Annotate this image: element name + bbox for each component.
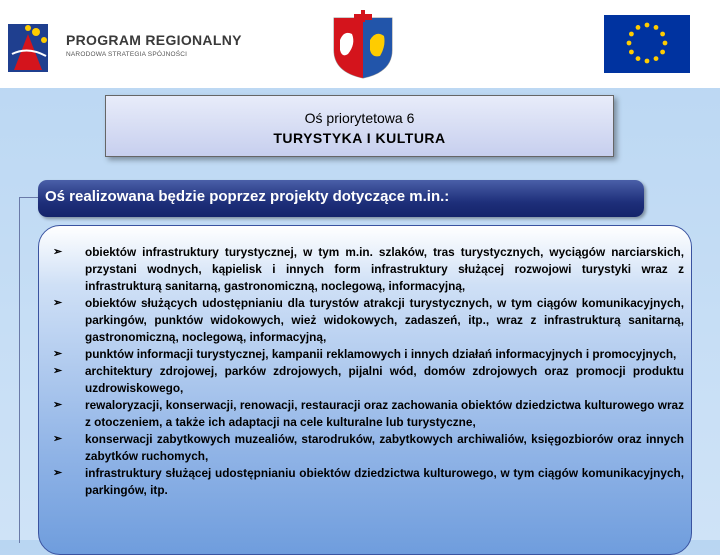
arrow-bullet-icon: ➢: [53, 246, 63, 258]
logo-bar: [0, 0, 720, 88]
list-item: ➢ punktów informacji turystycznej, kampanii reklamowych i innych działań informacyjnych i promocyjnych,: [53, 347, 677, 361]
project-list: [48, 244, 684, 499]
coat-of-arms-icon: [330, 10, 396, 80]
program-subtitle: NARODOWA STRATEGIA SPÓJNOŚCI: [66, 51, 188, 58]
list-item: ➢ obiektów służących udostępnianiu dla turystów atrakcji turystycznych, w tym ciągów komunikacyjnych, parkingów, punktów widokowych, wież widokowych, zadaszeń, itp., wraz z infrastrukturą sanitarną, gastronomiczną, noclegową, informacyjną,: [53, 296, 684, 344]
subtitle-text: Oś realizowana będzie poprzez projekty dotyczące m.in.:: [45, 188, 450, 205]
list-item: ➢ konserwacji zabytkowych muzealiów, starodruków, zabytkowych archiwaliów, księgozbiorów oraz innych zabytków ruchomych,: [53, 432, 684, 463]
list-item: ➢ obiektów infrastruktury turystycznej, w tym m.in. szlaków, tras turystycznych, wyciągów narciarskich, przystani wodnych, kąpielisk i innych form infrastruktury służącej rozwojowi turystyki wraz z infrastrukturą sanitarną, gastronomiczną, noclegową, informacyjną,: [53, 245, 684, 293]
list-item: ➢ architektury zdrojowej, parków zdrojowych, pijalni wód, domów zdrojowych oraz promocji produktu uzdrowiskowego,: [53, 364, 684, 395]
eu-flag-icon: [604, 15, 690, 73]
arrow-bullet-icon: ➢: [53, 365, 63, 377]
connector-line: [19, 197, 39, 543]
arrow-bullet-icon: ➢: [53, 433, 63, 445]
priority-axis-title: [105, 95, 614, 157]
list-item: ➢ infrastruktury służącej udostępnianiu obiektów dziedzictwa kulturowego, w tym ciągów komunikacyjnych, parkingów, itp.: [53, 466, 684, 497]
title-line-2: TURYSTYKA I KULTURA: [273, 130, 446, 146]
arrow-bullet-icon: ➢: [53, 399, 63, 411]
arrow-bullet-icon: ➢: [53, 467, 63, 479]
subtitle-bar: [38, 180, 644, 217]
list-item: ➢ rewaloryzacji, konserwacji, renowacji, restauracji oraz zachowania obiektów dziedzictwa kulturowego wraz z otoczeniem, a także ich adaptacji na cele kulturalne lub turystyczne,: [53, 398, 684, 429]
program-title: PROGRAM REGIONALNY: [66, 32, 242, 48]
arrow-bullet-icon: ➢: [53, 348, 63, 360]
arrow-bullet-icon: ➢: [53, 297, 63, 309]
title-line-1: Oś priorytetowa 6: [304, 110, 415, 126]
